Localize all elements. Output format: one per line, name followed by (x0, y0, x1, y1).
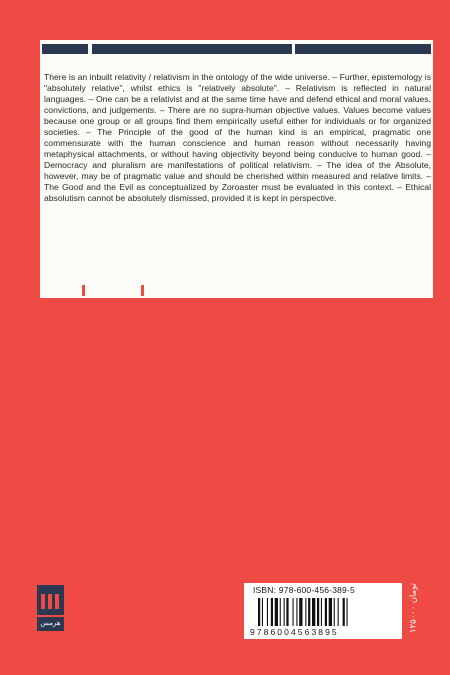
blurb-text: There is an inbuilt relativity / relativism in the ontology of the wide universe. – Further, epistemology is "absolutely relative", whilst ethics is "relatively absolute". – Relativism is reflected in natural languages. – One can be a relativist and at the same time have and defend ethical and moral values, convictions, and judgements. – There are no supra-human objective values. Values become values because one group or all groups find them empirically useful either for individuals or for organized societies. – The Principle of the good of the human kind is an empirical, pragmatic one commensurate with the human conscience and human reason without necessarily having metaphysical attachments, or without having objectivity beyond being conducive to human good. – Democracy and pluralism are manifestations of political relativism. – The idea of the Absolute, however, may be of pragmatic value and should be cherished within measured and relative limits. – The Good and the Evil as conceptualized by Zoroaster must be evaluated in this context. – Ethical absolutism cannot be absolutely dismissed, provided it is kept in perspective. (44, 72, 431, 203)
publisher-logo (37, 585, 64, 635)
barcode-icon (258, 598, 388, 626)
barcode-block (244, 583, 402, 639)
price-label: ۱۲۵۰۰۰ تومان (407, 583, 418, 633)
blurb-panel (40, 40, 433, 298)
isbn-label: ISBN: 978-600-456-389-5 (253, 585, 355, 595)
top-decorative-bar (42, 44, 431, 54)
publisher-name: هرمس (37, 617, 64, 631)
barcode-digits: 9786004563895 (250, 627, 339, 637)
bottom-decorative-bar (42, 285, 431, 296)
publisher-logo-icon (37, 585, 64, 615)
